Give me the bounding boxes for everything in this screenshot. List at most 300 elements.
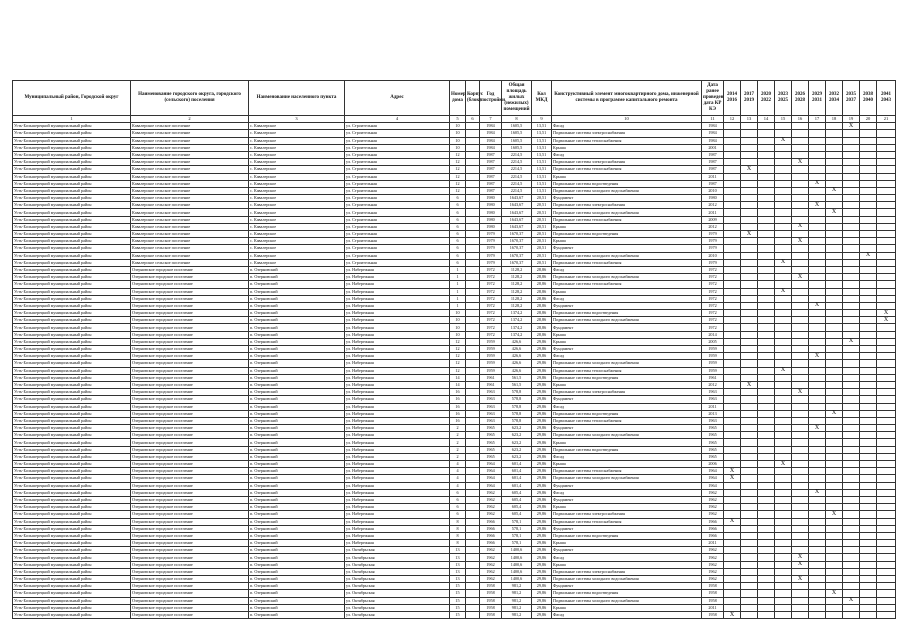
table-cell: Усть-Большерецкий муниципальный район [13,223,131,230]
period-mark [826,568,843,575]
table-cell: Усть-Большерецкий муниципальный район [13,259,131,266]
period-mark [724,432,741,439]
period-mark [826,317,843,324]
period-mark [826,518,843,525]
table-cell: 29,86 [532,346,552,353]
table-cell: 1128,2 [502,302,532,309]
table-cell: 1972 [480,281,502,288]
table-cell: 6 [450,511,466,518]
table-cell [466,223,480,230]
table-cell: ул. Набережная [345,540,450,547]
period-mark [758,137,775,144]
table-cell: ул. Октябрьская [345,576,450,583]
period-mark [792,288,809,295]
period-mark [826,130,843,137]
period-mark [826,274,843,281]
table-cell: 601,4 [502,468,532,475]
table-cell: 2 [450,446,466,453]
table-cell: ул. Строительная [345,159,450,166]
table-cell: с. Кавалерское [249,202,345,209]
table-cell: п. Озерновский [249,453,345,460]
period-mark [792,611,809,618]
period-mark [792,482,809,489]
table-cell: 13,51 [532,187,552,194]
period-mark [860,288,877,295]
table-cell [466,266,480,273]
period-mark [877,381,896,388]
table-cell: Усть-Большерецкий муниципальный район [13,518,131,525]
table-cell: ул. Строительная [345,223,450,230]
table-cell: 1959 [480,360,502,367]
period-mark [758,360,775,367]
period-mark [860,216,877,223]
table-cell: 29,86 [532,468,552,475]
table-cell: 1984 [702,130,724,137]
table-cell: 1965 [480,453,502,460]
table-cell [466,496,480,503]
period-mark: X [792,159,809,166]
table-row [13,532,896,539]
period-mark [843,417,860,424]
period-mark: X [741,231,758,238]
period-mark [741,468,758,475]
table-cell: Усть-Большерецкий муниципальный район [13,583,131,590]
period-mark [826,338,843,345]
table-cell: 561,5 [502,381,532,388]
table-cell: 1605,5 [502,144,532,151]
table-cell: Усть-Большерецкий муниципальный район [13,123,131,130]
table-cell: 1958 [702,611,724,618]
period-mark [877,389,896,396]
period-mark [775,281,792,288]
column-header: 2023 2025 [775,81,792,116]
period-mark: X [843,338,860,345]
table-cell: 426,6 [502,360,532,367]
table-cell: Усть-Большерецкий муниципальный район [13,202,131,209]
period-mark [809,173,826,180]
table-cell: Озерновское городское поселение [131,540,249,547]
period-mark [724,540,741,547]
period-mark [792,266,809,273]
period-mark [758,547,775,554]
table-cell: Крыша [552,338,702,345]
table-cell: Кавалерское сельское поселение [131,123,249,130]
period-mark [809,266,826,273]
table-cell: 29,86 [532,518,552,525]
period-mark [809,374,826,381]
table-cell: 12 [450,151,466,158]
period-mark [877,561,896,568]
table-cell: 1965 [702,425,724,432]
table-cell: п. Озерновский [249,367,345,374]
table-cell: 623,2 [502,453,532,460]
table-cell: ул. Набережная [345,381,450,388]
table-cell: Озерновское городское поселение [131,583,249,590]
table-cell: п. Озерновский [249,525,345,532]
table-cell: 1963 [480,417,502,424]
period-mark [809,410,826,417]
table-cell: Усть-Большерецкий муниципальный район [13,338,131,345]
table-cell: 2005 [702,338,724,345]
table-cell: 1972 [702,266,724,273]
period-mark [809,576,826,583]
column-number: 11 [702,116,724,123]
period-mark [809,583,826,590]
period-mark [809,123,826,130]
period-mark [826,540,843,547]
period-mark [809,151,826,158]
period-mark [758,302,775,309]
table-cell: 28,86 [532,274,552,281]
table-cell: п. Озерновский [249,410,345,417]
period-mark [843,187,860,194]
table-cell: п. Озерновский [249,360,345,367]
table-cell: 1961 [480,374,502,381]
period-mark [860,604,877,611]
table-cell: Озерновское городское поселение [131,389,249,396]
period-mark [877,266,896,273]
column-number: 18 [826,116,843,123]
table-cell: Усть-Большерецкий муниципальный район [13,130,131,137]
table-cell: 1979 [480,259,502,266]
table-cell: ул. Набережная [345,360,450,367]
period-mark [741,310,758,317]
period-mark [775,432,792,439]
table-cell: 2 [450,432,466,439]
period-mark [860,583,877,590]
table-cell: 1979 [480,245,502,252]
table-cell: Подвальные системы холодного водоснабжения [552,187,702,194]
table-row [13,403,896,410]
table-cell: с. Кавалерское [249,137,345,144]
table-cell: Усть-Большерецкий муниципальный район [13,266,131,273]
table-cell: Фундамент [552,245,702,252]
table-row [13,137,896,144]
period-mark [724,238,741,245]
table-cell: 1128,2 [502,295,532,302]
period-mark [741,360,758,367]
period-mark [758,317,775,324]
period-mark [860,425,877,432]
table-cell: 29,86 [532,611,552,618]
period-mark [843,403,860,410]
period-mark [843,611,860,618]
table-cell [466,367,480,374]
period-mark [741,403,758,410]
table-cell: с. Кавалерское [249,209,345,216]
table-cell: ул. Строительная [345,209,450,216]
period-mark [860,202,877,209]
table-cell: с. Кавалерское [249,245,345,252]
period-mark [724,532,741,539]
table-cell: Усть-Большерецкий муниципальный район [13,446,131,453]
table-cell: 28,86 [532,288,552,295]
table-cell: 578,1 [502,518,532,525]
table-cell: Озерновское городское поселение [131,360,249,367]
table-cell: Фасад [552,266,702,273]
column-number: 15 [775,116,792,123]
period-mark [843,475,860,482]
period-mark [860,381,877,388]
table-cell: Подвальные системы теплоснабжения [552,518,702,525]
table-cell: Озерновское городское поселение [131,346,249,353]
table-cell: 1984 [480,137,502,144]
table-cell: ул. Строительная [345,187,450,194]
document-page [12,80,896,619]
period-mark [860,353,877,360]
period-mark [741,611,758,618]
period-mark [792,231,809,238]
period-mark [826,475,843,482]
table-cell: 8 [450,518,466,525]
table-cell: ул. Октябрьская [345,604,450,611]
table-cell: 4 [450,461,466,468]
table-cell: 8 [450,540,466,547]
period-mark [775,231,792,238]
period-mark [775,504,792,511]
period-mark [826,525,843,532]
table-cell: 16 [450,410,466,417]
table-cell: 20,51 [532,202,552,209]
table-cell: п. Озерновский [249,504,345,511]
period-mark [877,396,896,403]
period-mark [843,231,860,238]
table-row [13,195,896,202]
period-mark [724,310,741,317]
table-row [13,281,896,288]
period-mark [775,245,792,252]
table-cell: п. Озерновский [249,374,345,381]
period-mark [826,324,843,331]
table-cell [466,547,480,554]
period-mark: X [809,302,826,309]
table-cell: Кавалерское сельское поселение [131,245,249,252]
table-cell: Кавалерское сельское поселение [131,144,249,151]
table-cell: 29,86 [532,353,552,360]
period-mark [843,547,860,554]
period-mark [775,381,792,388]
table-cell: ул. Набережная [345,353,450,360]
table-cell: 981,2 [502,604,532,611]
column-header: Муниципальный район, Городской округ [13,81,131,116]
table-cell: Кавалерское сельское поселение [131,209,249,216]
period-mark: X [775,259,792,266]
period-mark [792,532,809,539]
table-cell: 1965 [702,439,724,446]
period-mark [775,252,792,259]
period-mark [724,425,741,432]
table-cell: Подвальные системы холодного водоснабжения [552,360,702,367]
period-mark [877,187,896,194]
table-cell: 15 [450,604,466,611]
table-row [13,540,896,547]
period-mark [843,159,860,166]
period-mark [826,346,843,353]
period-mark [758,144,775,151]
table-row [13,389,896,396]
period-mark [877,202,896,209]
column-header: 2020 2022 [758,81,775,116]
table-cell: 1987 [702,159,724,166]
table-cell: 6 [450,216,466,223]
column-header: Дата ранее проведен дата КР КЭ [702,81,724,116]
period-mark [826,374,843,381]
table-cell: п. Озерновский [249,439,345,446]
table-cell: п. Озерновский [249,346,345,353]
table-cell: Усть-Большерецкий муниципальный район [13,216,131,223]
period-mark [877,180,896,187]
table-cell: с. Кавалерское [249,151,345,158]
period-mark [809,417,826,424]
period-mark [877,518,896,525]
table-cell: п. Озерновский [249,475,345,482]
period-mark [724,597,741,604]
period-mark [741,346,758,353]
period-mark [877,195,896,202]
period-mark [724,353,741,360]
table-cell: Озерновское городское поселение [131,324,249,331]
table-row [13,151,896,158]
table-cell: 29,86 [532,561,552,568]
table-cell: 605,4 [502,511,532,518]
period-mark [860,561,877,568]
period-mark [826,259,843,266]
period-mark [792,353,809,360]
table-cell: 15 [450,597,466,604]
table-cell: Озерновское городское поселение [131,302,249,309]
period-mark [775,446,792,453]
period-mark [860,417,877,424]
period-mark [860,410,877,417]
table-cell: Усть-Большерецкий муниципальный район [13,468,131,475]
table-cell: Крыша [552,173,702,180]
table-cell: Озерновское городское поселение [131,295,249,302]
period-mark [775,403,792,410]
table-cell: 1979 [480,238,502,245]
period-mark [843,346,860,353]
period-mark [775,346,792,353]
table-cell: п. Озерновский [249,489,345,496]
table-cell: 1980 [480,216,502,223]
period-mark [877,489,896,496]
table-cell: 578,8 [502,417,532,424]
table-row [13,439,896,446]
period-mark [877,568,896,575]
column-header: Кол МКД [532,81,552,116]
period-mark [860,295,877,302]
table-cell: п. Озерновский [249,396,345,403]
period-mark [792,453,809,460]
period-mark [792,583,809,590]
table-cell: 578,8 [502,396,532,403]
table-cell: 29,86 [532,568,552,575]
table-cell: 2010 [702,252,724,259]
table-cell: 426,6 [502,353,532,360]
table-row [13,525,896,532]
period-mark [724,367,741,374]
period-mark [877,611,896,618]
table-cell: 2011 [702,403,724,410]
period-mark [792,568,809,575]
table-cell: Фундамент [552,396,702,403]
period-mark [724,209,741,216]
table-cell: 426,6 [502,338,532,345]
period-mark [877,324,896,331]
period-mark [775,511,792,518]
period-mark [877,583,896,590]
period-mark [826,266,843,273]
period-mark [741,202,758,209]
period-mark [741,532,758,539]
period-mark [741,525,758,532]
period-mark [792,245,809,252]
period-mark [877,173,896,180]
period-mark [826,547,843,554]
table-row [13,604,896,611]
period-mark [775,195,792,202]
period-mark [741,374,758,381]
period-mark [775,209,792,216]
column-header: 2038 2040 [860,81,877,116]
table-cell: 1972 [480,302,502,309]
period-mark [843,317,860,324]
period-mark [860,547,877,554]
period-mark [877,417,896,424]
table-cell: Усть-Большерецкий муниципальный район [13,353,131,360]
table-cell: Фундамент [552,324,702,331]
table-cell: ул. Строительная [345,216,450,223]
table-cell: Усть-Большерецкий муниципальный район [13,604,131,611]
period-mark [809,453,826,460]
table-cell: 1972 [702,310,724,317]
period-mark [758,266,775,273]
period-mark [758,259,775,266]
table-cell: Подвальные системы водоотведения [552,180,702,187]
table-cell: 2214,5 [502,159,532,166]
table-cell: ул. Набережная [345,518,450,525]
period-mark [775,144,792,151]
period-mark [758,310,775,317]
period-mark [809,281,826,288]
column-header: 2026 2028 [792,81,809,116]
period-mark [741,137,758,144]
table-cell: 29,86 [532,547,552,554]
table-cell [466,130,480,137]
table-cell: 29,86 [532,597,552,604]
period-mark [843,274,860,281]
table-cell: Усть-Большерецкий муниципальный район [13,360,131,367]
table-cell: Усть-Большерецкий муниципальный район [13,396,131,403]
table-cell: 1964 [702,482,724,489]
period-mark [843,590,860,597]
period-mark [792,446,809,453]
period-mark [792,216,809,223]
table-row [13,561,896,568]
table-cell: 1963 [702,389,724,396]
period-mark [775,173,792,180]
period-mark [724,482,741,489]
period-mark [792,525,809,532]
table-cell: 12 [450,360,466,367]
table-cell: 1963 [480,410,502,417]
period-mark [758,446,775,453]
period-mark [724,389,741,396]
column-header: Конструктивный элемент многоквартирного дома, инженерной системы в программе капитального ремонта [552,81,702,116]
period-mark [775,266,792,273]
table-cell: Фундамент [552,496,702,503]
table-cell [466,252,480,259]
table-cell: Озерновское городское поселение [131,611,249,618]
